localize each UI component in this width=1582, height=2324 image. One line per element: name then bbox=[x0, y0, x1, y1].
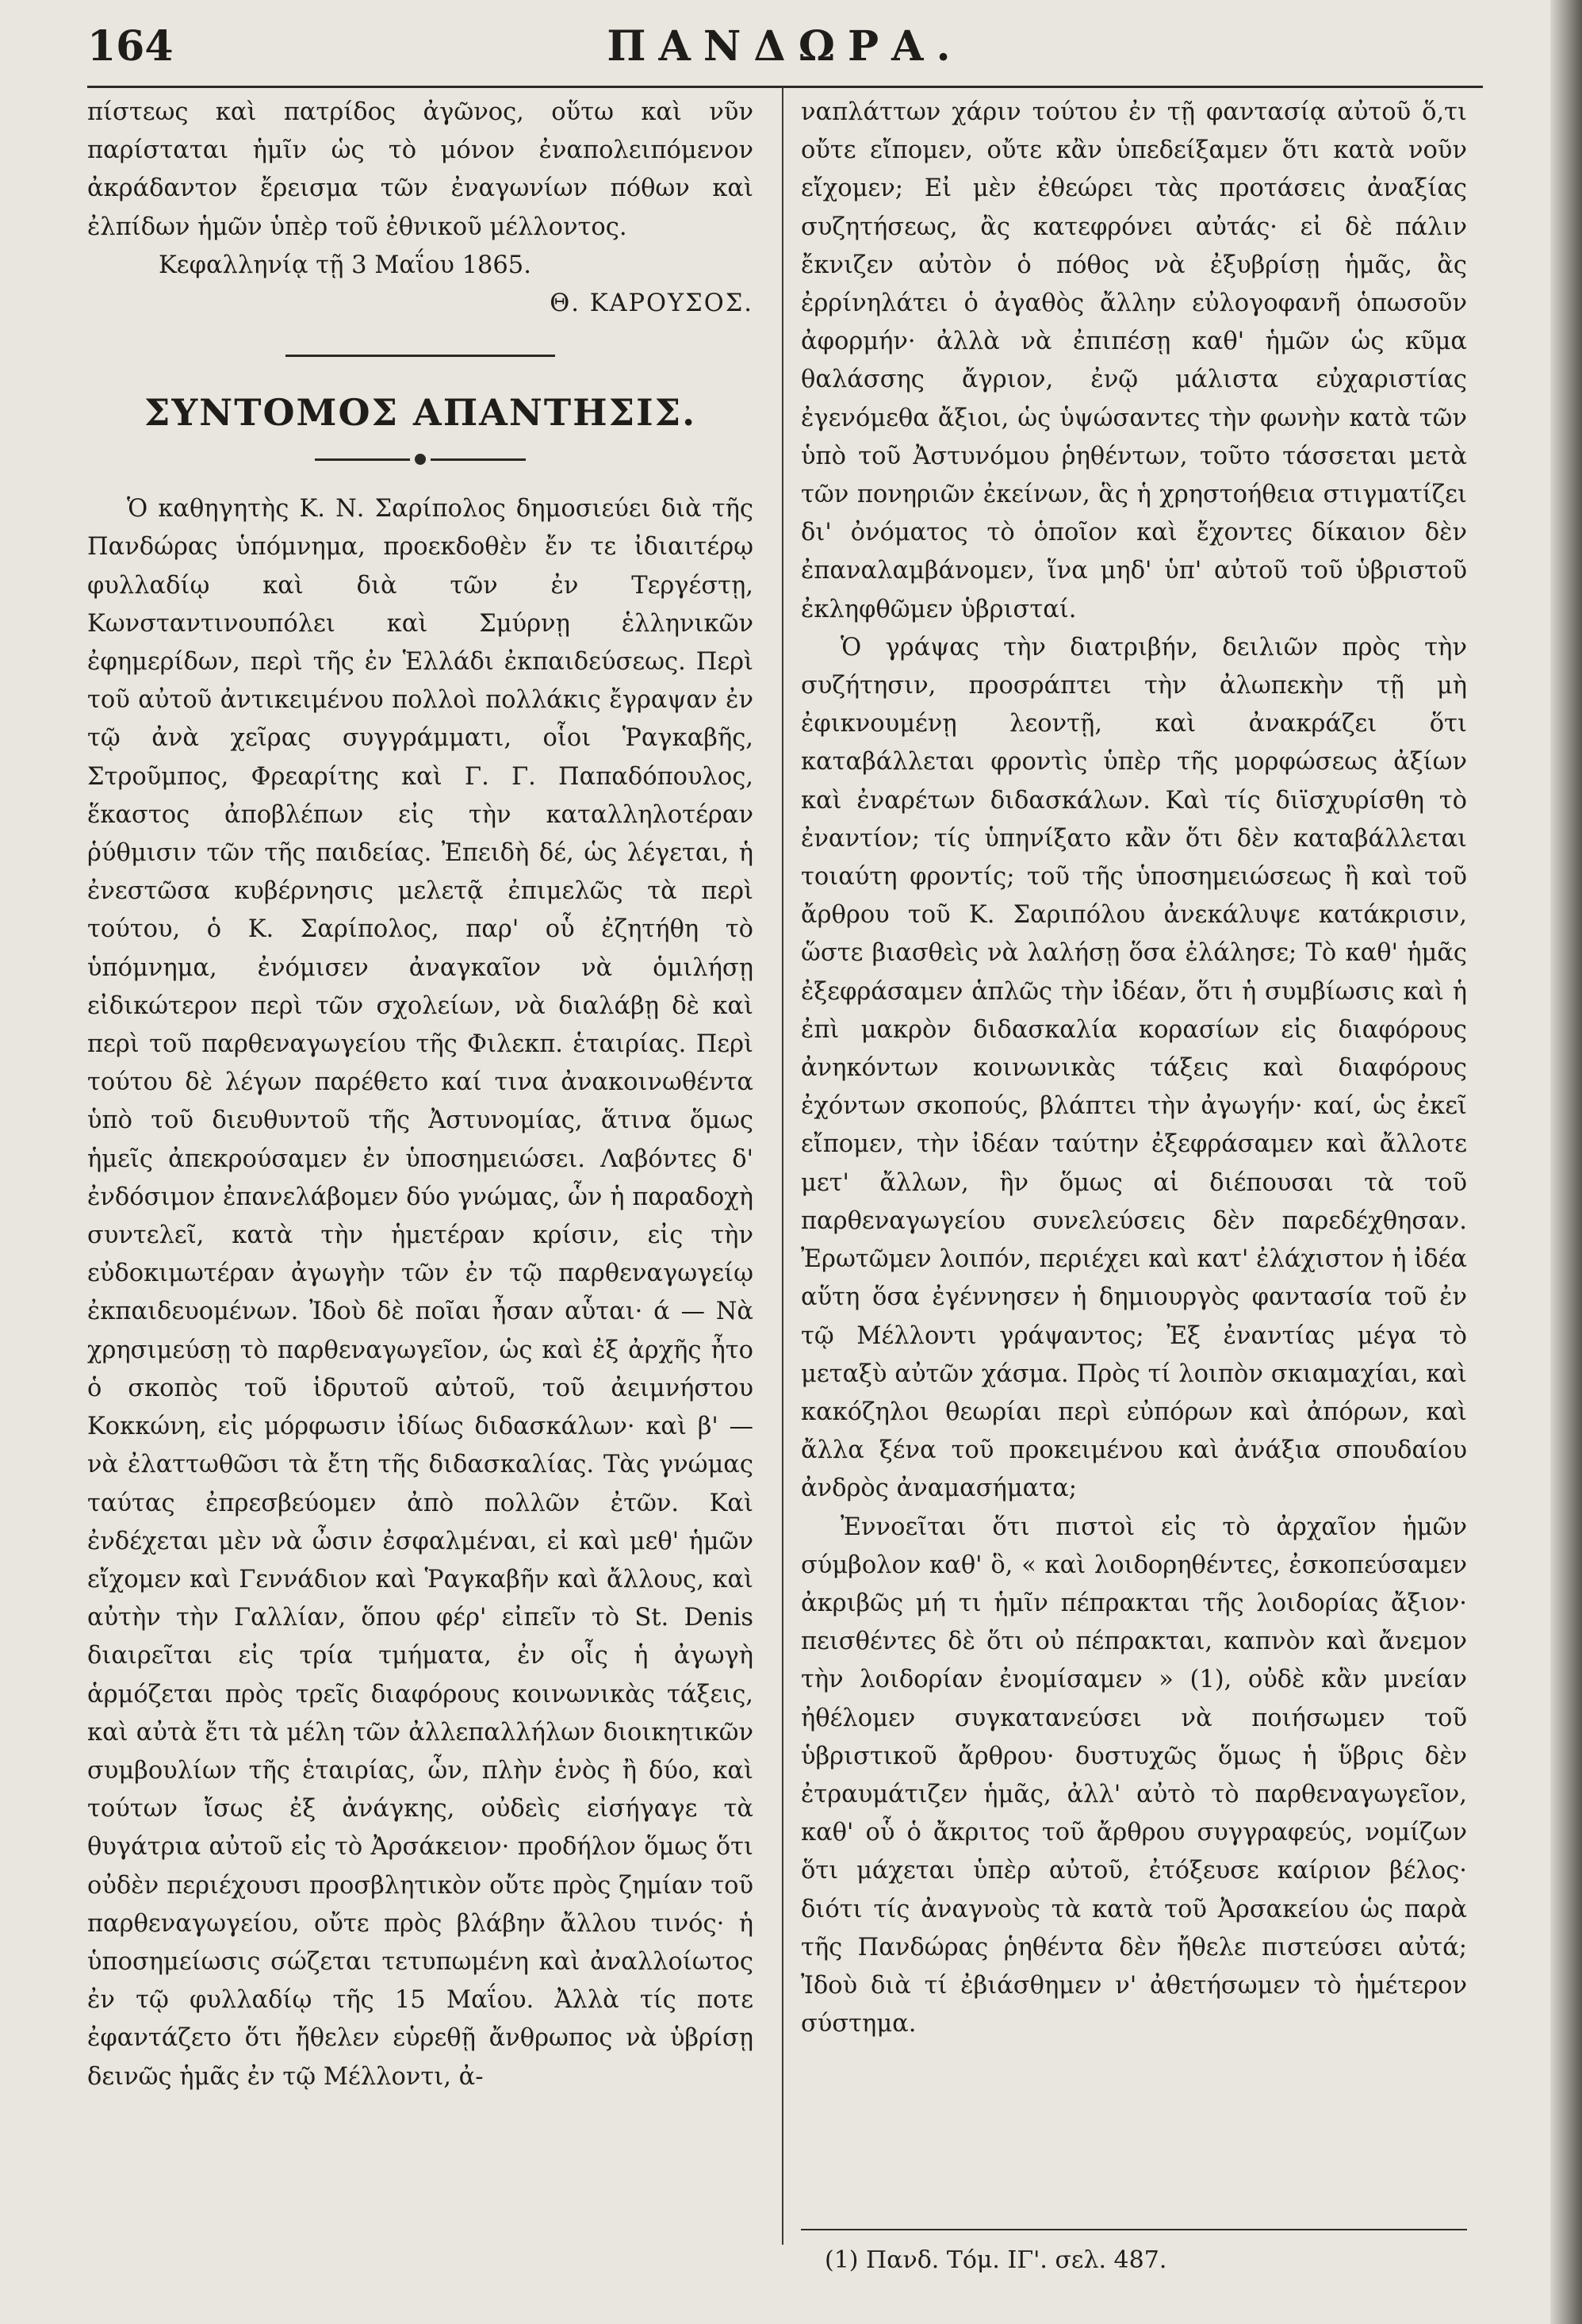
article-paragraph-3: Ἐννοεῖται ὅτι πιστοὶ εἰς τὸ ἀρχαῖον ἡμῶν σύμβολον καθ' ὃ, « καὶ λοιδορηθέντες, ἐσκοπεύσαμεν ἀκριβῶς μή τι ἡμῖν πέπρακται τῆς λοιδορίας ἄξιον· πεισθέντες δὲ ὅτι οὐ πέπρακται, καπνὸν καὶ ἄνεμον τὴν λοιδορίαν ἐνομίσαμεν » (1), οὐδὲ κἂν μνείαν ἠθέλομεν συγκατανεύσει νὰ ποιήσωμεν τοῦ ὑβριστικοῦ ἄρθρου· δυστυχῶς ὅμως ἡ ὕβρις δὲν ἐτραυμάτιζεν ἡμᾶς, ἀλλ' αὐτὸ τὸ παρθεναγωγεῖον, καθ' οὗ ὁ ἄκριτος τοῦ ἄρθρου συγγραφεύς, νομίζων ὅτι μάχεται ὑπὲρ αὐτοῦ, ἐτόξευσε καίριον βέλος· διότι τίς ἀναγνοὺς τὰ κατὰ τοῦ Ἀρσακείου ὡς παρὰ τῆς Πανδώρας ῥηθέντα δὲν ἤθελε πιστεύσει αὐτά; Ἰδοὺ διὰ τί ἐβιάσθημεν ν' ἀθετήσωμεν τὸ ἡμέτερον σύστημα. bbox=[801, 1513, 1467, 2038]
opening-paragraph: πίστεως καὶ πατρίδος ἀγῶνος, οὕτω καὶ νῦν παρίσταται ἡμῖν ὡς τὸ μόνον ἐναπολειπόμενον ἀκράδαντον ἔρεισμα τῶν ἐναγωνίων πόθων καὶ ἐλπίδων ἡμῶν ὑπὲρ τοῦ ἐθνικοῦ μέλλοντος. bbox=[87, 98, 753, 241]
left-column bbox=[87, 94, 753, 2096]
footnote-rule bbox=[801, 2229, 1467, 2230]
article-paragraph: Ὁ καθηγητὴς Κ. Ν. Σαρίπολος δημοσιεύει διὰ τῆς Πανδώρας ὑπόμνημα, προεκδοθὲν ἔν τε ἰδιαιτέρῳ φυλλαδίῳ καὶ διὰ τῶν ἐν Τεργέστῃ, Κωνσταντινουπόλει καὶ Σμύρνῃ ἑλληνικῶν ἐφημερίδων, περὶ τῆς ἐν Ἑλλάδι ἐκπαιδεύσεως. Περὶ τοῦ αὐτοῦ ἀντικειμένου πολλοὶ πολλάκις ἔγραψαν ἐν τῷ ἀνὰ χεῖρας συγγράμματι, οἷοι Ῥαγκαβῆς, Στροῦμπος, Φρεαρίτης καὶ Γ. Γ. Παπαδόπουλος, ἕκαστος ἀποβλέπων εἰς τὴν καταλληλοτέραν ῥύθμισιν τῶν τῆς παιδείας. Ἐπειδὴ δέ, ὡς λέγεται, ἡ ἐνεστῶσα κυβέρνησις μελετᾷ ἐπιμελῶς τὰ περὶ τούτου, ὁ Κ. Σαρίπολος, παρ' οὗ ἐζητήθη τὸ ὑπόμνημα, ἐνόμισεν ἀναγκαῖον νὰ ὁμιλήσῃ εἰδικώτερον περὶ τῶν σχολείων, νὰ διαλάβῃ δὲ καὶ περὶ τοῦ παρθεναγωγείου τῆς Φιλεκπ. ἑταιρίας. Περὶ τούτου δὲ λέγων παρέθετο καί τινα ἀνακοινωθέντα ὑπὸ τοῦ διευθυντοῦ τῆς Ἀστυνομίας, ἅτινα ὅμως ἡμεῖς ἀπεκρούσαμεν ἐν ὑποσημειώσει. Λαβόντες δ' ἐνδόσιμον ἐπανελάβομεν δύο γνώμας, ὧν ἡ παραδοχὴ συντελεῖ, κατὰ τὴν ἡμετέραν κρίσιν, εἰς τὴν εὐδοκιμωτέραν ἀγωγὴν τῶν ἐν τῷ παρθεναγωγείῳ ἐκπαιδευομένων. Ἰδοὺ δὲ ποῖαι ἦσαν αὗται· ά — Νὰ χρησιμεύσῃ τὸ παρθεναγωγεῖον, ὡς καὶ ἐξ ἀρχῆς ἦτο ὁ σκοπὸς τοῦ ἱδρυτοῦ αὐτοῦ, τοῦ ἀειμνήστου Κοκκώνη, εἰς μόρφωσιν ἰδίως διδασκάλων· καὶ β' — νὰ ἐλαττωθῶσι τὰ ἔτη τῆς διδασκαλίας. Τὰς γνώμας ταύτας ἐπρεσβεύομεν ἀπὸ πολλῶν ἐτῶν. Καὶ ἐνδέχεται μὲν νὰ ὦσιν ἐσφαλμέναι, εἰ καὶ μεθ' ἡμῶν εἴχομεν καὶ Γεννάδιον καὶ Ῥαγκαβῆν καὶ ἄλλους, καὶ αὐτὴν τὴν Γαλλίαν, ὅπου φέρ' εἰπεῖν τὸ St. Denis διαιρεῖται εἰς τρία τμήματα, ἐν οἷς ἡ ἀγωγὴ ἁρμόζεται πρὸς τρεῖς διαφόρους κοινωνικὰς τάξεις, καὶ αὐτὰ ἔτι τὰ μέλη τῶν ἀλλεπαλλήλων διοικητικῶν συμβουλίων τῆς ἑταιρίας, ὧν, πλὴν ἑνὸς ἢ δύο, καὶ τούτων ἴσως ἐξ ἀνάγκης, οὐδεὶς εἰσήγαγε τὰ θυγάτρια αὐτοῦ εἰς τὸ Ἀρσάκειον· προδήλον ὅμως ὅτι οὐδὲν περιέχουσι προσβλητικὸν οὔτε πρὸς ζημίαν τοῦ παρθεναγωγείου, οὔτε πρὸς βλάβην ἄλλου τινός· ἡ ὑποσημείωσις σώζεται τετυπωμένη καὶ ἀναλλοίωτος ἐν τῷ φυλλαδίῳ τῆς 15 Μαΐου. Ἀλλὰ τίς ποτε ἐφαντάζετο ὅτι ἤθελεν εὑρεθῇ ἄνθρωπος νὰ ὑβρίσῃ δεινῶς ἡμᾶς ἐν τῷ Μέλλοντι, ἀ- bbox=[87, 495, 753, 2091]
header-rule bbox=[87, 86, 1483, 88]
right-column bbox=[801, 94, 1467, 2219]
article-paragraph-continued: ναπλάττων χάριν τούτου ἐν τῇ φαντασίᾳ αὐτοῦ ὅ,τι οὔτε εἴπομεν, οὔτε κἂν ὑπεδείξαμεν ὅτι κατὰ νοῦν εἴχομεν; Εἰ μὲν ἐθεώρει τὰς προτάσεις ἀναξίας συζητήσεως, ἂς κατεφρόνει αὐτάς· εἰ δὲ πάλιν ἔκνιζεν αὐτὸν ὁ πόθος νὰ ἐξυβρίσῃ ἡμᾶς, ἂς ἐρρίνηλάτει ὁ ἀγαθὸς ἄλλην εὐλογοφανῆ ὁπωσοῦν ἀφορμήν· ἀλλὰ νὰ ἐπιπέσῃ καθ' ἡμῶν ὡς κῦμα θαλάσσης ἄγριον, ἐνῷ μάλιστα εὐχαριστίας ἐγενόμεθα ἄξιοι, ὡς ὑψώσαντες τὴν φωνὴν κατὰ τῶν ὑπὸ τοῦ Ἀστυνόμου ῥηθέντων, τοῦτο τάσσεται μετὰ τῶν πονηριῶν ἐκείνων, ἃς ἡ χρηστοήθεια στιγματίζει δι' ὀνόματος τὸ ὁποῖον καὶ ἔχοντες δίκαιον δὲν ἐπαναλαμβάνομεν, ἵνα μηδ' ὑπ' αὐτοῦ τοῦ ὑβριστοῦ ἐκληφθῶμεν ὑβρισταί. bbox=[801, 98, 1467, 623]
footnote: (1) Πανδ. Τόμ. ΙΓ'. σελ. 487. bbox=[825, 2246, 1167, 2274]
dateline: Κεφαλληνίᾳ τῇ 3 Μαΐου 1865. bbox=[159, 251, 531, 279]
signature: Θ. ΚΑΡΟΥΣΟΣ. bbox=[550, 290, 753, 318]
article-paragraph-2: Ὁ γράψας τὴν διατριβήν, δειλιῶν πρὸς τὴν συζήτησιν, προσράπτει τὴν ἀλωπεκὴν τῇ μὴ ἐφικνουμένῃ λεοντῇ, καὶ ἀνακράζει ὅτι καταβάλλεται φροντὶς ὑπὲρ τῆς μορφώσεως ἀξίων καὶ ἐναρέτων διδασκάλων. Καὶ τίς διϊσχυρίσθη τὸ ἐναντίον; τίς ὑπηνίξατο κἂν ὅτι δὲν καταβάλλεται τοιαύτη φροντίς; τοῦ τῆς ὑποσημειώσεως ἢ καὶ τοῦ ἄρθρου τοῦ Κ. Σαριπόλου ἀνεκάλυψε κατάκρισιν, ὥστε βιασθεὶς νὰ λαλήσῃ ὅσα ἐλάλησε; Τὸ καθ' ἡμᾶς ἐξεφράσαμεν ἁπλῶς τὴν ἰδέαν, ὅτι ἡ συμβίωσις καὶ ἡ ἐπὶ μακρὸν διδασκαλία κορασίων εἰς διαφόρους ἀνηκόντων κοινωνικὰς τάξεις καὶ διαφόρους ἐχόντων σκοπούς, βλάπτει τὴν ἀγωγήν· καί, ὡς ἐκεῖ εἴπομεν, τὴν ἰδέαν ταύτην ἐξεφράσαμεν καὶ ἄλλοτε μετ' ἄλλων, ἣν ὅμως αἱ διέπουσαι τὰ τοῦ παρθεναγωγείου συνελεύσεις δὲν παρεδέχθησαν. Ἐρωτῶμεν λοιπόν, περιέχει καὶ κατ' ἐλάχιστον ἡ ἰδέα αὕτη ὅσα ἐγέννησεν ἡ δημιουργὸς φαντασία τοῦ ἐν τῷ Μέλλοντι γράψαντος; Ἐξ ἐναντίας μέγα τὸ μεταξὺ αὐτῶν χάσμα. Πρὸς τί λοιπὸν σκιαμαχίαι, καὶ κακόζηλοι θεωρίαι περὶ εὐπόρων καὶ ἀπόρων, καὶ ἄλλα ξένα τοῦ προκειμένου καὶ ἀνάξια σπουδαίου ἀνδρὸς ἀναμασήματα; bbox=[801, 633, 1467, 1503]
running-title: ΠΑΝΔΩΡΑ. bbox=[607, 22, 963, 71]
page-edge-shadow bbox=[1550, 0, 1582, 2324]
title-ornament bbox=[87, 443, 753, 474]
page-header bbox=[87, 22, 1483, 86]
section-title: ΣΥΝΤΟΜΟΣ ΑΠΑΝΤΗΣΙΣ. bbox=[144, 391, 697, 435]
separator-rule bbox=[285, 355, 555, 357]
page-number: 164 bbox=[87, 22, 174, 71]
column-divider bbox=[782, 87, 783, 2245]
